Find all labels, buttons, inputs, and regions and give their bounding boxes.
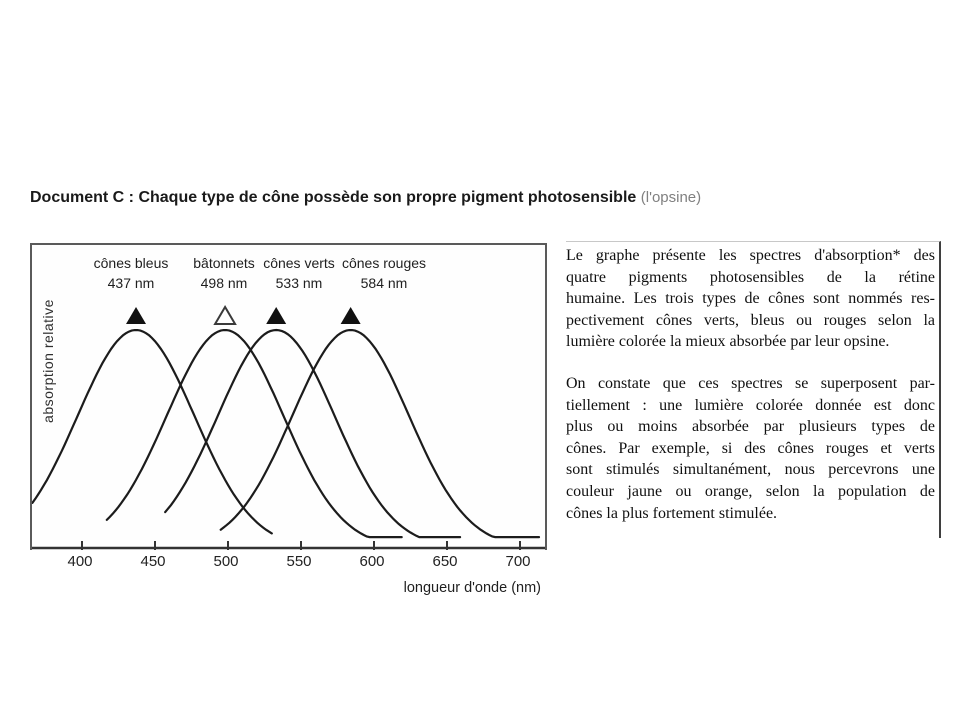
x-tick-label: 500: [213, 553, 239, 570]
text-line: On constate que ces spectres se superposent par-: [566, 374, 935, 392]
paragraph-1: [566, 245, 935, 353]
curve-name: cônes bleus: [93, 255, 169, 271]
spectrum-curve: [107, 330, 402, 537]
paragraph-2: [566, 373, 935, 524]
text-line: tiellement : une lumière colorée donnée est donc: [566, 396, 935, 414]
curve-name: cônes verts: [263, 255, 335, 271]
absorption-spectra-figure: [30, 243, 547, 550]
filled-triangle-marker-icon: [266, 307, 286, 324]
text-line: sont stimulés simultanément, nous percevrons une: [566, 461, 935, 479]
filled-triangle-marker-icon: [341, 307, 361, 324]
text-line: lumière colorée la mieux absorbée par leur opsine.: [566, 333, 890, 351]
text-line: couleur jaune ou orange, selon la population de: [566, 482, 935, 500]
curve-peak-wavelength: 437 nm: [107, 275, 155, 291]
text-line: quatre pigments photosensibles de la rétine: [566, 268, 935, 286]
open-triangle-marker-icon: [215, 307, 235, 324]
document-title-main: Document C : Chaque type de cône possède son propre pigment photosensible: [30, 189, 637, 206]
explanatory-text-panel: [566, 241, 941, 538]
text-line: cônes la plus fortement stimulée.: [566, 504, 778, 522]
x-axis-label: longueur d'onde (nm): [403, 580, 541, 596]
x-tick-label: 600: [359, 553, 385, 570]
spectrum-curve: [221, 330, 539, 537]
document-title: [30, 189, 701, 207]
text-line: Le graphe présente les spectres d'absorption* des: [566, 247, 935, 264]
x-tick-label: 550: [286, 553, 312, 570]
x-tick-label: 400: [67, 553, 93, 570]
curve-name: cônes rouges: [341, 255, 427, 271]
text-line: cônes. Par exemple, si des cônes rouges et verts: [566, 439, 935, 457]
curve-peak-wavelength: 498 nm: [200, 275, 248, 291]
text-line: plus ou moins absorbée par plusieurs types de: [566, 418, 935, 436]
x-axis-ticks: [30, 553, 547, 571]
spectra-plot: [32, 245, 545, 550]
x-tick-label: 650: [432, 553, 458, 570]
y-axis-label: absorption relative: [40, 299, 56, 423]
document-title-suffix: (l'opsine): [640, 189, 702, 206]
curve-peak-wavelength: 584 nm: [360, 275, 408, 291]
spectrum-curve: [32, 330, 271, 533]
text-line: pectivement cônes verts, bleus ou rouges selon la: [566, 311, 935, 329]
x-tick-label: 700: [505, 553, 531, 570]
filled-triangle-marker-icon: [126, 307, 146, 324]
x-tick-label: 450: [140, 553, 166, 570]
curve-peak-wavelength: 533 nm: [275, 275, 323, 291]
curve-name: bâtonnets: [193, 255, 255, 271]
text-line: humaine. Les trois types de cônes sont nommés res-: [566, 290, 935, 308]
